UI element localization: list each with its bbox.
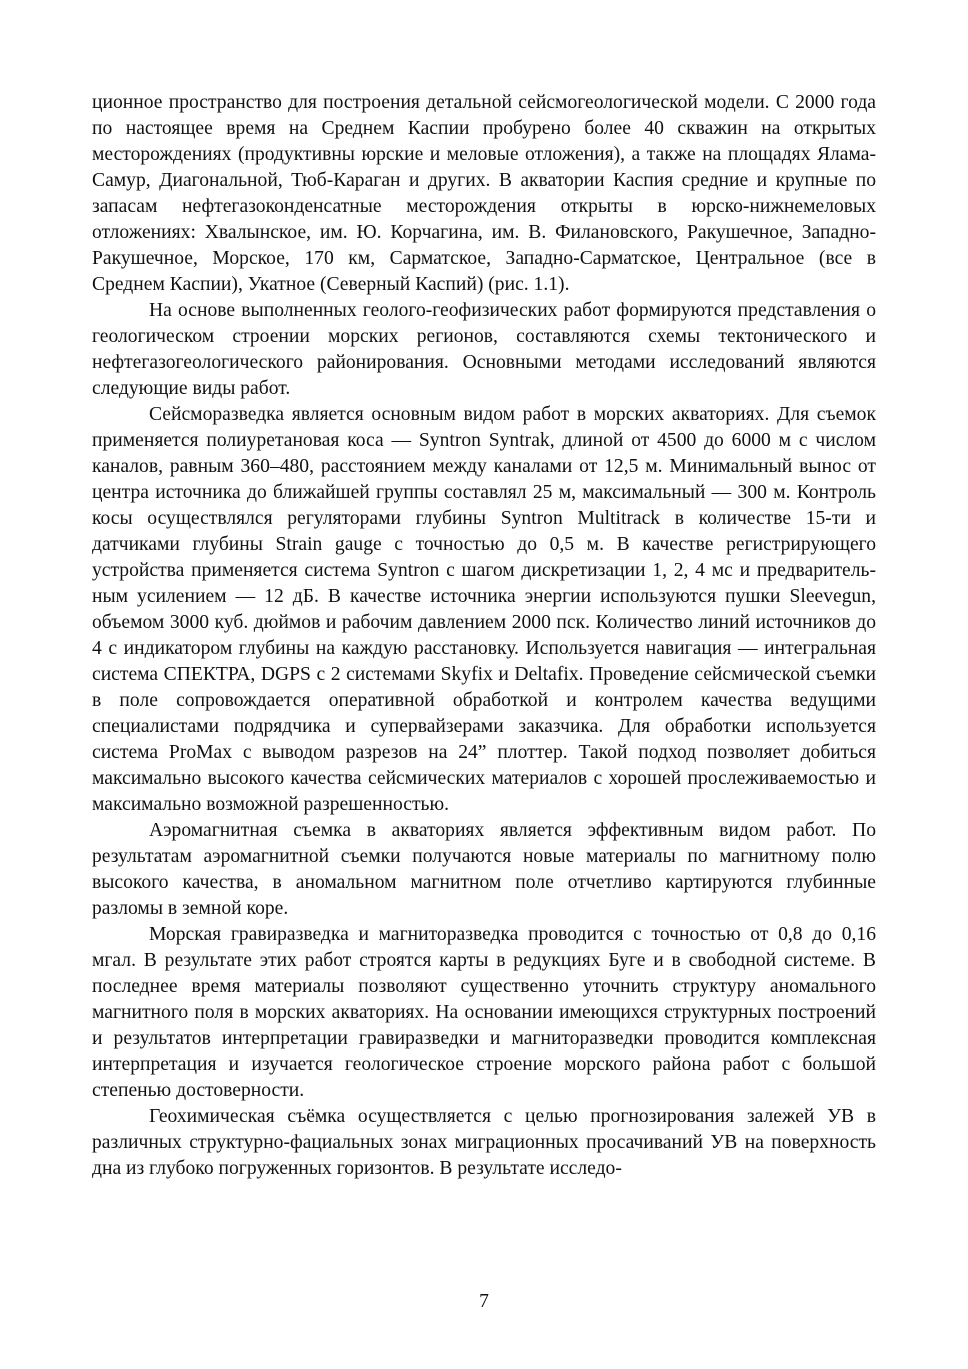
page-number: 7 — [479, 1291, 489, 1312]
paragraph-aeromagnetic-survey: Аэромагнитная съемка в акваториях является эффективным видом работ. По результатам аэромагнитной съемки получаются новые материалы по магнитному полю высокого качества, в аномальном магнитном поле отчетливо картируются глубинные разломы в земной коре. — [92, 820, 876, 919]
paragraph-geochemical-survey: Геохимическая съёмка осуществляется с целью прогнозирования залежей УВ в различных структурно-фациальных зонах миграционных просачиваний УВ на поверхность дна из глубоко погруженных горизонтов. В результате исследо- — [92, 1106, 876, 1179]
paragraph-gravity-magnetic-survey: Морская гравиразведка и магниторазведка проводится с точностью от 0,8 до 0,16 мгал. В результате этих работ строятся карты в редукциях Буге и в свободной системе. В последнее время материалы позволяют существенно уточнить структуру аномального магнитного поля в морских акваториях. На основании имеющихся структурных построений и результатов интерпретации гравиразведки и магниторазведки проводится комплексная интерпретация и изучается геологическое строение морского района работ с большой степенью достоверности. — [92, 924, 876, 1101]
page-body — [92, 90, 876, 1182]
paragraph-geophysical-works: На основе выполненных геолого-геофизических работ формируются представления о геологическом строении морских регионов, составляются схемы тектонического и нефтегазогеологического районирования. Основными методами исследований являются следующие виды работ. — [92, 300, 876, 399]
paragraph-continued-intro: ционное пространство для построения детальной сейсмогеологической модели. С 2000 года по настоящее время на Среднем Каспии пробурено более 40 скважин на открытых месторождениях (продуктивны юрские и меловые отложения), а также на площадях Ялама-Самур, Диагональной, Тюб-Караган и других. В акватории Каспия средние и крупные по запасам нефтегазоконденсатные месторождения открыты в юрско-нижнемеловых отложениях: Хвалынское, им. Ю. Корчагина, им. В. Филановского, Ракушечное, Западно-Ракушечное, Морское, 170 км, Сарматское, Западно-Сарматское, Центральное (все в Среднем Каспии), Укатное (Северный Каспий) (рис. 1.1). — [92, 92, 876, 295]
paragraph-seismic-survey: Сейсморазведка является основным видом работ в морских акваториях. Для съемок применяется полиуретановая коса — Syntron Syntrak, длиной от 4500 до 6000 м с числом каналов, равным 360–480, расстоянием между каналами от 12,5 м. Минимальный вынос от центра источника до ближайшей группы составлял 25 м, максимальный — 300 м. Контроль косы осуществлялся регуляторами глубины Syntron Multitrack в количестве 15-ти и датчиками глубины Strain gauge с точностью до 0,5 м. В качестве регистрирующего устройства применяется система Syntron с шагом дискретизации 1, 2, 4 мс и предварительным усилением — 12 дБ. В качестве источника энергии используются пушки Sleevegun, объемом 3000 куб. дюймов и рабочим давлением 2000 пск. Количество линий источников до 4 с индикатором глубины на каждую расстановку. Используется навигация — интегральная система СПЕКТРА, DGPS с 2 системами Skyfix и Deltafix. Проведение сейсмической съемки в поле сопровождается оперативной обработкой и контролем качества ведущими специалистами подрядчика и супервайзерами заказчика. Для обработки используется система ProMax с выводом разрезов на 24” плоттер. Такой подход позволяет добиться максимально высокого качества сейсмических материалов с хорошей прослеживаемостью и максимально возможной разрешенностью. — [92, 404, 876, 815]
